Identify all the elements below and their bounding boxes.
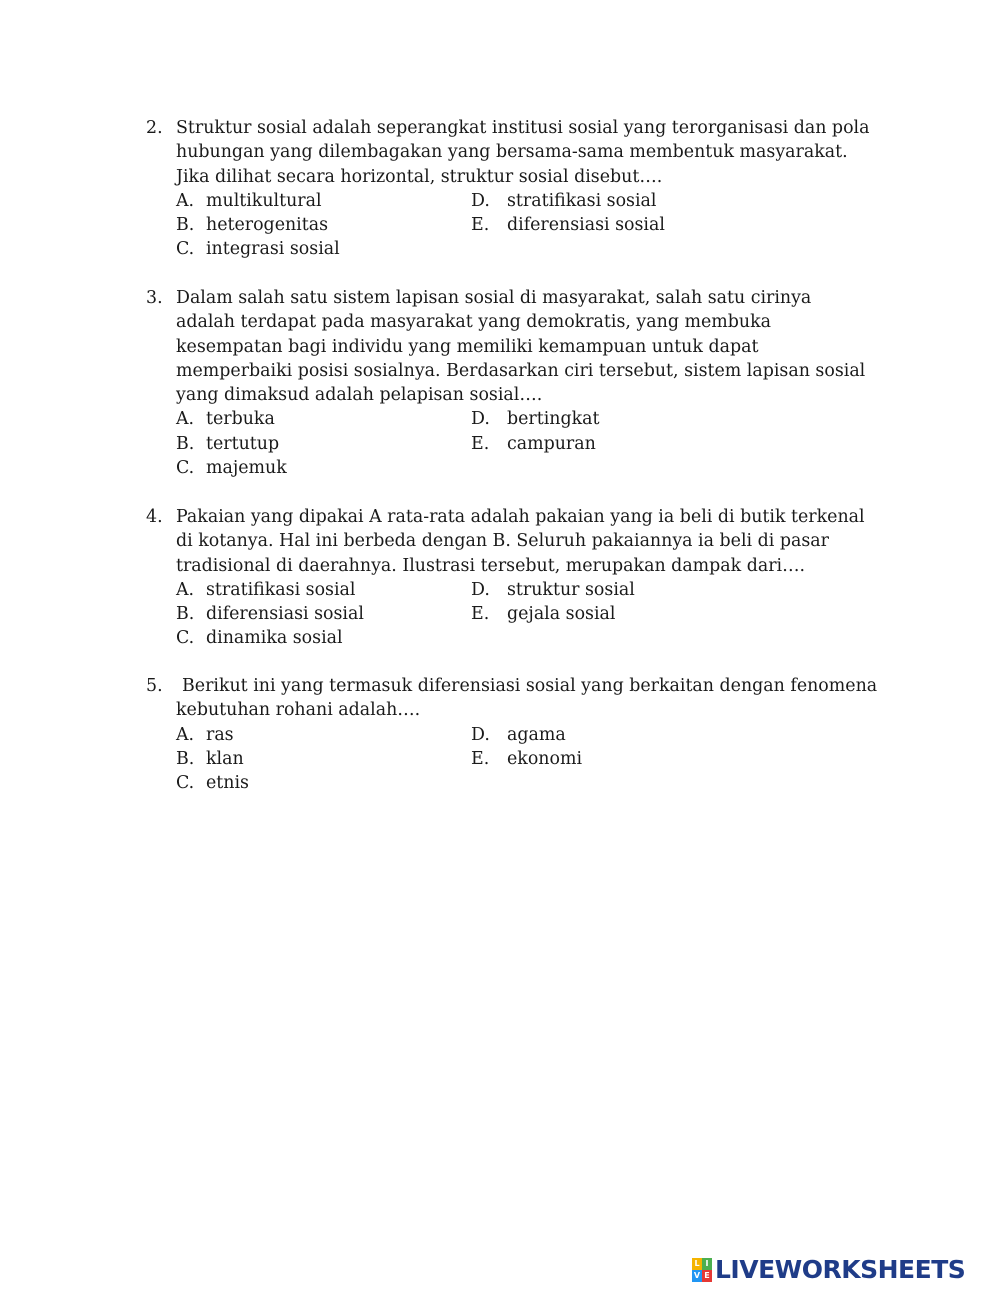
option-text: diferensiasi sosial — [507, 215, 665, 236]
option-b[interactable] — [176, 432, 279, 456]
question-text — [176, 674, 886, 723]
option-text: ras — [206, 724, 234, 745]
option-b[interactable] — [176, 213, 328, 237]
option-d[interactable] — [471, 723, 566, 747]
option-text: integrasi sosial — [206, 239, 340, 260]
option-letter: B. — [176, 748, 195, 769]
option-letter: D. — [471, 579, 490, 600]
question-2 — [146, 116, 886, 262]
option-letter: B. — [176, 215, 195, 236]
option-a[interactable] — [176, 407, 275, 431]
option-e[interactable] — [471, 602, 615, 626]
option-text: diferensiasi sosial — [206, 604, 364, 625]
logo-mark-cell: L — [692, 1258, 702, 1270]
option-letter: E. — [471, 748, 490, 769]
question-number: 4. — [146, 507, 163, 527]
answer-options — [176, 723, 886, 796]
option-text: campuran — [507, 433, 596, 454]
option-c[interactable] — [176, 771, 249, 795]
question-line: Jika dilihat secara horizontal, struktur sosial disebut…. — [176, 166, 663, 187]
answer-options — [176, 189, 886, 262]
option-a[interactable] — [176, 189, 322, 213]
option-d[interactable] — [471, 578, 635, 602]
question-line: kebutuhan rohani adalah…. — [176, 700, 421, 721]
logo-mark-cell: I — [702, 1258, 712, 1270]
option-b[interactable] — [176, 602, 364, 626]
question-text — [176, 505, 886, 578]
liveworksheets-logo[interactable] — [692, 1256, 965, 1284]
option-letter: E. — [471, 215, 490, 236]
question-text — [176, 116, 886, 189]
option-e[interactable] — [471, 213, 665, 237]
logo-mark-cell: E — [702, 1270, 712, 1282]
question-line: adalah terdapat pada masyarakat yang demokratis, yang membuka — [176, 312, 772, 333]
question-4 — [146, 505, 886, 651]
option-letter: C. — [176, 628, 195, 649]
option-e[interactable] — [471, 432, 596, 456]
answer-options — [176, 407, 886, 480]
option-text: multikultural — [206, 190, 322, 211]
option-letter: C. — [176, 239, 195, 260]
option-letter: D. — [471, 724, 490, 745]
option-text: etnis — [206, 773, 249, 794]
option-letter: B. — [176, 433, 195, 454]
answer-options — [176, 578, 886, 651]
question-line: memperbaiki posisi sosialnya. Berdasarkan ciri tersebut, sistem lapisan sosial — [176, 360, 866, 381]
option-letter: C. — [176, 458, 195, 479]
option-text: gejala sosial — [507, 604, 616, 625]
logo-mark-icon — [692, 1258, 712, 1282]
option-text: terbuka — [206, 409, 275, 430]
option-text: majemuk — [206, 458, 287, 479]
option-c[interactable] — [176, 237, 340, 261]
option-a[interactable] — [176, 723, 234, 747]
option-text: ekonomi — [507, 748, 583, 769]
option-letter: A. — [176, 724, 195, 745]
option-letter: E. — [471, 433, 490, 454]
question-line: Berikut ini yang termasuk diferensiasi sosial yang berkaitan dengan fenomena — [182, 676, 878, 696]
question-line: Struktur sosial adalah seperangkat institusi sosial yang terorganisasi dan pola — [176, 118, 870, 138]
question-number: 5. — [146, 676, 163, 696]
option-letter: A. — [176, 409, 195, 430]
question-number: 3. — [146, 288, 163, 308]
option-text: agama — [507, 724, 566, 745]
question-line: kesempatan bagi individu yang memiliki kemampuan untuk dapat — [176, 336, 759, 357]
option-letter: A. — [176, 190, 195, 211]
option-a[interactable] — [176, 578, 355, 602]
option-b[interactable] — [176, 747, 244, 771]
logo-text: LIVEWORKSHEETS — [715, 1255, 966, 1284]
option-d[interactable] — [471, 189, 656, 213]
option-letter: B. — [176, 604, 195, 625]
option-text: heterogenitas — [206, 215, 329, 236]
question-line: Pakaian yang dipakai A rata-rata adalah pakaian yang ia beli di butik terkenal — [176, 507, 865, 527]
option-e[interactable] — [471, 747, 582, 771]
option-letter: D. — [471, 409, 490, 430]
question-5 — [146, 674, 886, 795]
option-letter: E. — [471, 604, 490, 625]
question-3 — [146, 286, 886, 480]
question-line: di kotanya. Hal ini berbeda dengan B. Seluruh pakaiannya ia beli di pasar — [176, 531, 829, 552]
option-text: tertutup — [206, 433, 280, 454]
question-line: Dalam salah satu sistem lapisan sosial di masyarakat, salah satu cirinya — [176, 288, 812, 308]
question-line: tradisional di daerahnya. Ilustrasi tersebut, merupakan dampak dari…. — [176, 555, 806, 576]
question-line: hubungan yang dilembagakan yang bersama-sama membentuk masyarakat. — [176, 142, 848, 163]
option-d[interactable] — [471, 407, 600, 431]
option-letter: C. — [176, 773, 195, 794]
option-text: stratifikasi sosial — [206, 579, 356, 600]
question-text — [176, 286, 886, 407]
option-c[interactable] — [176, 626, 343, 650]
question-line: yang dimaksud adalah pelapisan sosial…. — [176, 385, 543, 406]
option-text: bertingkat — [507, 409, 600, 430]
option-text: klan — [206, 748, 244, 769]
option-text: struktur sosial — [507, 579, 635, 600]
option-text: stratifikasi sosial — [507, 190, 657, 211]
logo-mark-cell: V — [693, 1271, 701, 1280]
question-number: 2. — [146, 118, 163, 138]
option-text: dinamika sosial — [206, 628, 343, 649]
option-letter: D. — [471, 190, 490, 211]
option-letter: A. — [176, 579, 195, 600]
option-c[interactable] — [176, 456, 287, 480]
